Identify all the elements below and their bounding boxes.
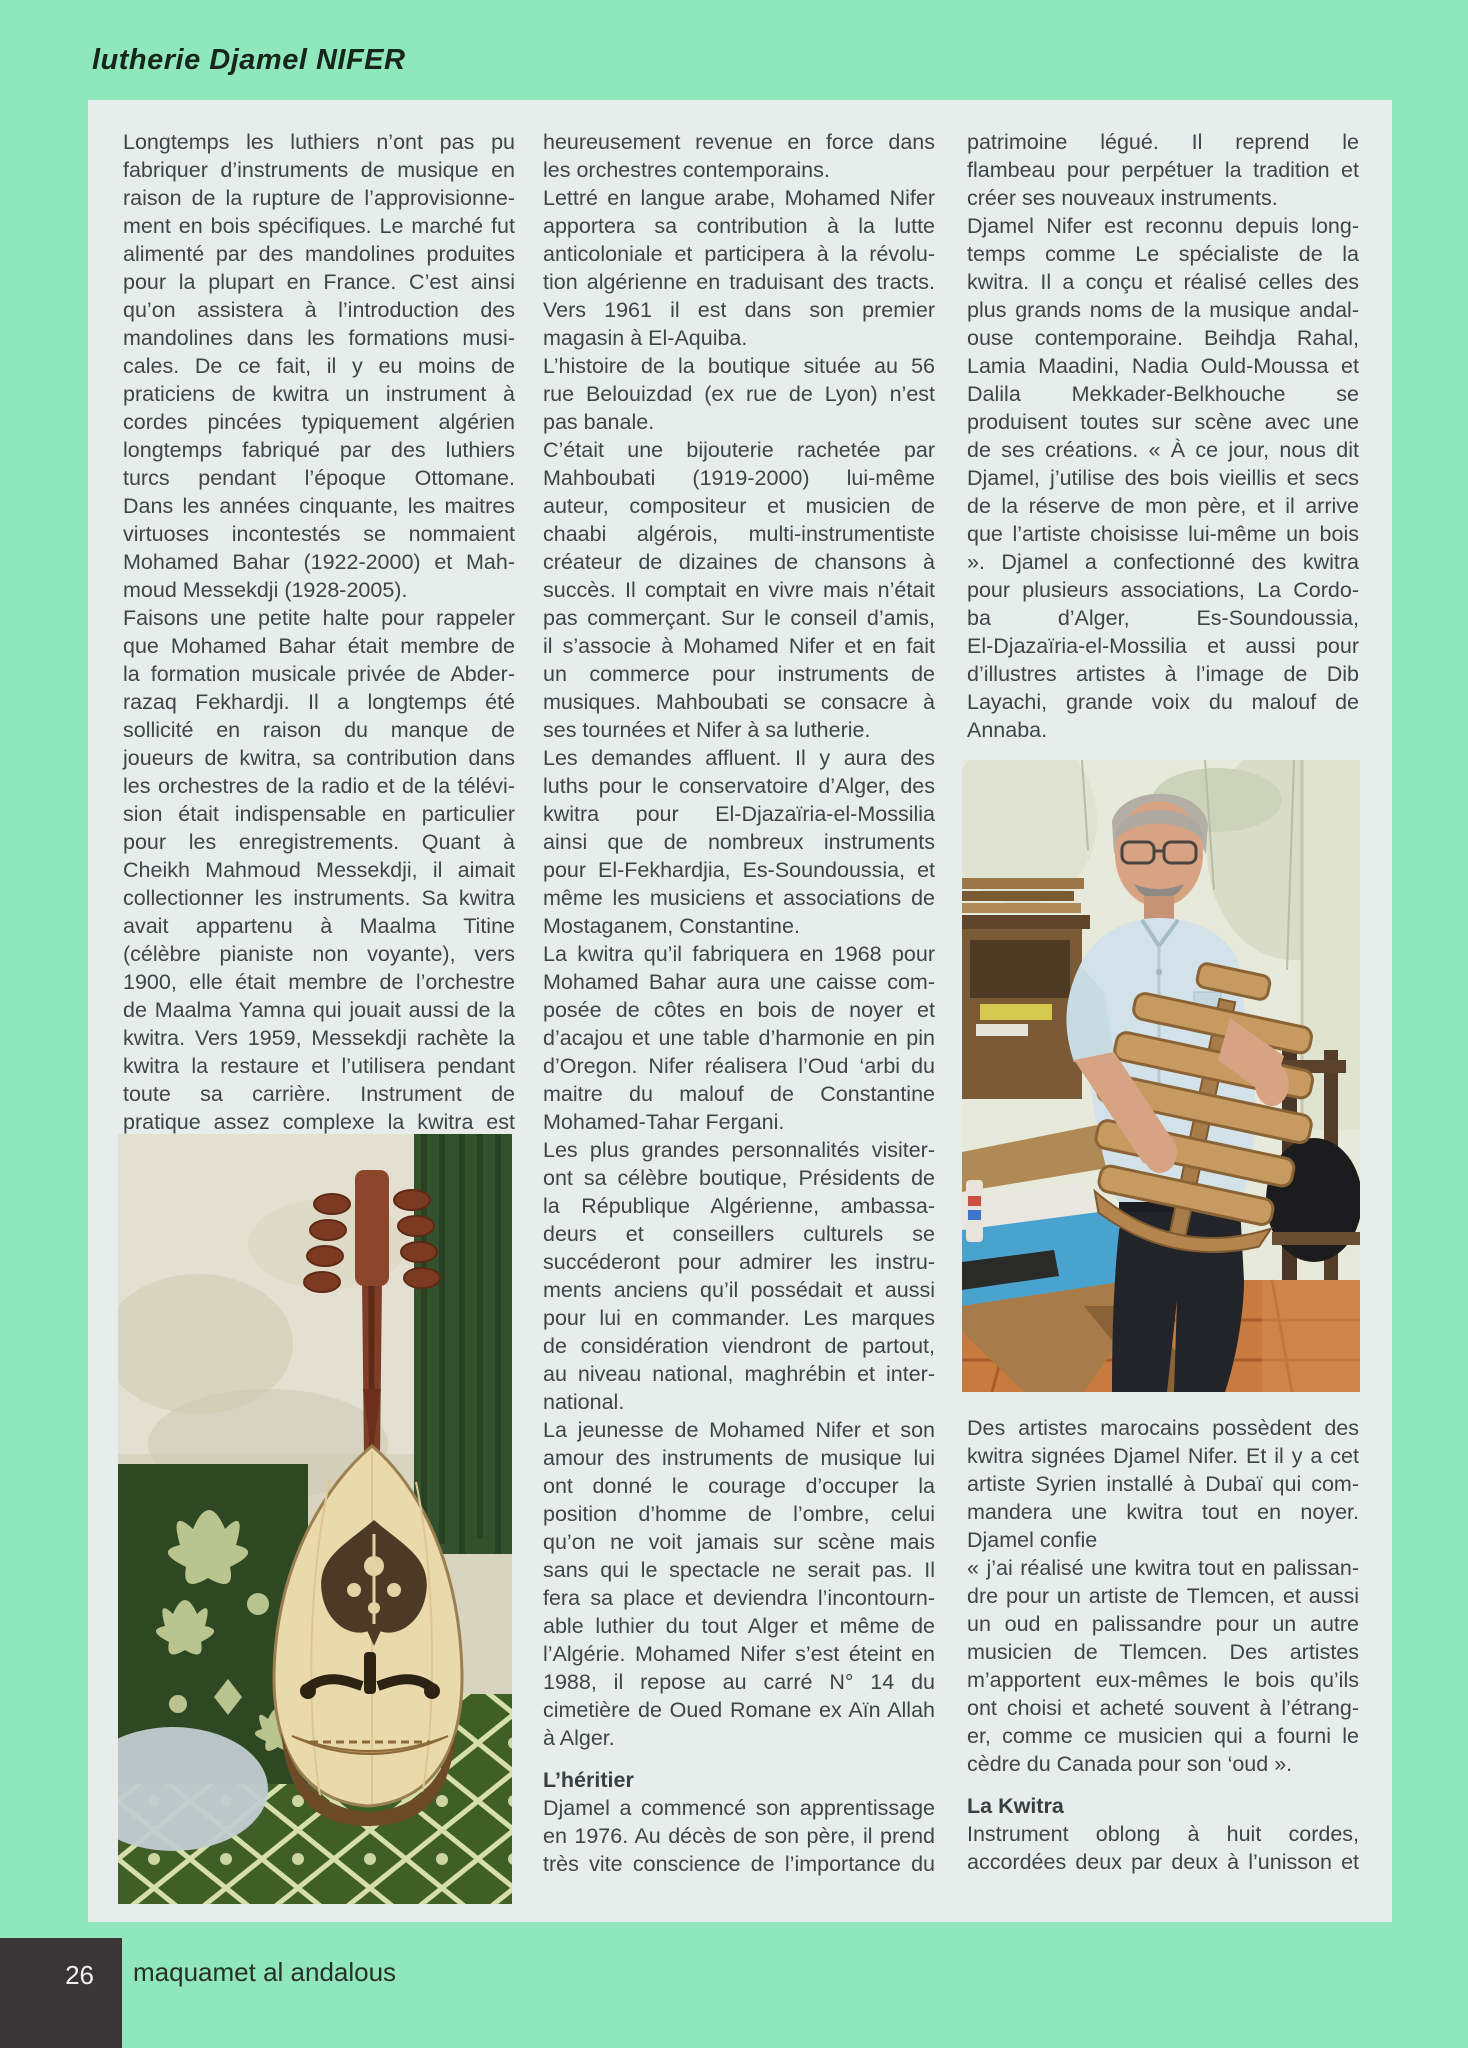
text-line: longtemps fabriqué par des luthiers bbox=[123, 438, 515, 462]
text-line: Cheikh Mahmoud Messekdji, il aimait bbox=[123, 858, 515, 882]
page-number-box bbox=[0, 1938, 122, 2048]
text-line: Lamia Maadini, Nadia Ould-Moussa et bbox=[967, 354, 1359, 378]
text-line: kwitra la restaure et l’utilisera pendant bbox=[123, 1054, 515, 1078]
text-line: de Maalma Yamna qui jouait aussi de la bbox=[123, 998, 515, 1022]
text-line: toute sa carrière. Instrument de bbox=[123, 1082, 515, 1106]
text-line: er, comme ce musicien qui a fourni le bbox=[967, 1724, 1359, 1748]
text-line: Layachi, grande voix du malouf de bbox=[967, 690, 1359, 714]
text-line: Djamel Nifer est reconnu depuis long- bbox=[967, 214, 1359, 238]
text-line: artiste Syrien installé à Dubaï qui com- bbox=[967, 1472, 1359, 1496]
text-line: tion algérienne en traduisant des tracts. bbox=[543, 270, 935, 294]
journal-name: maquamet al andalous bbox=[133, 1957, 397, 1987]
text-line: L’histoire de la boutique située au 56 bbox=[543, 354, 935, 378]
text-column-1 bbox=[123, 128, 515, 1136]
text-line: sans qui le spectacle ne serait pas. Il bbox=[543, 1558, 935, 1582]
text-line: cèdre du Canada pour son ‘oud ». bbox=[967, 1752, 1293, 1776]
text-line: raison de la rupture de l’approvisionne- bbox=[123, 186, 515, 210]
text-line: position d’homme de l’ombre, celui bbox=[543, 1502, 935, 1526]
text-line: Mohamed-Tahar Fergani. bbox=[543, 1110, 785, 1134]
text-line: créateur de dizaines de chansons à bbox=[543, 550, 935, 574]
text-line: Les demandes affluent. Il y aura des bbox=[543, 746, 935, 770]
text-line: deurs et conseillers culturels se bbox=[543, 1222, 935, 1246]
text-line: moud Messekdji (1928-2005). bbox=[123, 578, 408, 602]
text-line: qu’on ne voit jamais sur scène mais bbox=[543, 1530, 935, 1554]
text-line: auteur, compositeur et musicien de bbox=[543, 494, 935, 518]
text-line: pour la plupart en France. C’est ainsi bbox=[123, 270, 515, 294]
text-line: Dalila Mekkader-Belkhouche se bbox=[967, 382, 1359, 406]
text-line: flambeau pour perpétuer la tradition et bbox=[967, 158, 1359, 182]
text-line: pour plusieurs associations, La Cordo- bbox=[967, 578, 1359, 602]
text-line: Mostaganem, Constantine. bbox=[543, 914, 800, 938]
text-line: pas commerçant. Sur le conseil d’amis, bbox=[543, 606, 935, 630]
text-line: able luthier du tout Alger et même de bbox=[543, 1614, 935, 1638]
text-line: ». Djamel a confectionné des kwitra bbox=[967, 550, 1359, 574]
text-line: kwitra. Il a conçu et réalisé celles des bbox=[967, 270, 1359, 294]
text-line: la formation musicale privée de Abder- bbox=[123, 662, 515, 686]
text-line: de considération viendront de partout, bbox=[543, 1334, 935, 1358]
text-line: pour lui en commander. Les marques bbox=[543, 1306, 935, 1330]
text-line: ont choisi et acheté souvent à l’étrang- bbox=[967, 1696, 1359, 1720]
text-line: temps comme Le spécialiste de la bbox=[967, 242, 1359, 266]
text-line: 1900, elle était membre de l’orchestre bbox=[123, 970, 515, 994]
text-line: les orchestres contemporains. bbox=[543, 158, 830, 182]
text-line: Djamel, j’utilise des bois vieillis et secs bbox=[967, 466, 1359, 490]
luthier-photo bbox=[962, 760, 1360, 1392]
text-line: de la réserve de mon père, et il arrive bbox=[967, 494, 1359, 518]
text-line: ainsi que de nombreux instruments bbox=[543, 830, 935, 854]
text-line: cimetière de Oued Romane ex Aïn Allah bbox=[543, 1698, 935, 1722]
text-line: Mahboubati (1919-2000) lui-même bbox=[543, 466, 935, 490]
text-line: Les plus grandes personnalités visiter- bbox=[543, 1138, 935, 1162]
text-line: les orchestres de la radio et de la télévi- bbox=[123, 774, 515, 798]
text-line: un commerce pour instruments de bbox=[543, 662, 935, 686]
paragraph-spacer bbox=[967, 1778, 1359, 1792]
text-line: ont sa célèbre boutique, Présidents de bbox=[543, 1166, 935, 1190]
text-line: patrimoine légué. Il reprend le bbox=[967, 130, 1359, 154]
text-line: La jeunesse de Mohamed Nifer et son bbox=[543, 1418, 935, 1442]
text-line: ments anciens qu’il possédait et aussi bbox=[543, 1278, 935, 1302]
text-line: pour les enregistrements. Quant à bbox=[123, 830, 515, 854]
text-line: rue Belouizdad (ex rue de Lyon) n’est bbox=[543, 382, 935, 406]
text-line: (célèbre pianiste non voyante), vers bbox=[123, 942, 515, 966]
text-line: fera sa place et deviendra l’incontourn- bbox=[543, 1586, 935, 1610]
text-line: la République Algérienne, ambassa- bbox=[543, 1194, 935, 1218]
text-line: plus grands noms de la musique andal- bbox=[967, 298, 1359, 322]
text-line: avait appartenu à Maalma Titine bbox=[123, 914, 515, 938]
text-line: dre pour un artiste de Tlemcen, et aussi bbox=[967, 1584, 1359, 1608]
text-line: Des artistes marocains possèdent des bbox=[967, 1416, 1359, 1440]
text-line: succès. Il comptait en vivre mais n’était bbox=[543, 578, 935, 602]
kwitra-photo-art bbox=[118, 1134, 512, 1904]
text-line: apportera sa contribution à la lutte bbox=[543, 214, 935, 238]
text-line: d’illustres artistes à l’image de Dib bbox=[967, 662, 1359, 686]
text-line: « j’ai réalisé une kwitra tout en palissan- bbox=[967, 1556, 1359, 1580]
text-line: joueurs de kwitra, sa contribution dans bbox=[123, 746, 515, 770]
text-line: Faisons une petite halte pour rappeler bbox=[123, 606, 515, 630]
text-line: kwitra signées Djamel Nifer. Et il y a cet bbox=[967, 1444, 1359, 1468]
text-line: El-Djazaïria-el-Mossilia et aussi pour bbox=[967, 634, 1359, 658]
text-line: créer ses nouveaux instruments. bbox=[967, 186, 1278, 210]
text-line: Djamel confie bbox=[967, 1528, 1098, 1552]
text-line: praticiens de kwitra un instrument à bbox=[123, 382, 515, 406]
text-line: que Mohamed Bahar était membre de bbox=[123, 634, 515, 658]
text-line: maitre du malouf de Constantine bbox=[543, 1082, 935, 1106]
text-line: mandera une kwitra tout en noyer. bbox=[967, 1500, 1359, 1524]
text-line: pas banale. bbox=[543, 410, 655, 434]
text-line: pour El-Fekhardjia, Es-Soundoussia, et bbox=[543, 858, 935, 882]
text-column-2 bbox=[543, 128, 935, 1878]
text-line: Longtemps les luthiers n’ont pas pu bbox=[123, 130, 515, 154]
text-line: collectionner les instruments. Sa kwitra bbox=[123, 886, 515, 910]
text-line: sollicité en raison du manque de bbox=[123, 718, 515, 742]
text-line: succéderont pour admirer les instru- bbox=[543, 1250, 935, 1274]
text-line: magasin à El-Aquiba. bbox=[543, 326, 748, 350]
text-line: mandolines dans les formations musi- bbox=[123, 326, 515, 350]
text-line: très vite conscience de l’importance du bbox=[543, 1852, 935, 1876]
text-line: en 1976. Au décès de son père, il prend bbox=[543, 1824, 935, 1848]
text-line: anticoloniale et participera à la révolu- bbox=[543, 242, 935, 266]
text-line: que l’artiste choisisse lui-même un bois bbox=[967, 522, 1359, 546]
text-line: Lettré en langue arabe, Mohamed Nifer bbox=[543, 186, 935, 210]
text-line: accordées deux par deux à l’unisson et bbox=[967, 1850, 1359, 1874]
text-line: alimenté par des mandolines produites bbox=[123, 242, 515, 266]
text-line: de ses créations. « À ce jour, nous dit bbox=[967, 438, 1359, 462]
text-column-3-bottom bbox=[967, 1414, 1359, 1876]
text-line: Dans les années cinquante, les maitres bbox=[123, 494, 515, 518]
text-line: La kwitra qu’il fabriquera en 1968 pour bbox=[543, 942, 935, 966]
text-line: kwitra pour El-Djazaïria-el-Mossilia bbox=[543, 802, 935, 826]
text-line: au niveau national, maghrébin et inter- bbox=[543, 1362, 935, 1386]
text-line: d’Oregon. Nifer réalisera l’Oud ‘arbi du bbox=[543, 1054, 935, 1078]
text-line: un oud en palissandre pour un autre bbox=[967, 1612, 1359, 1636]
page-number: 26 bbox=[65, 1960, 94, 1990]
text-line: razaq Fekhardji. Il a longtemps été bbox=[123, 690, 515, 714]
text-line: même les musiciens et associations de bbox=[543, 886, 935, 910]
paragraph-spacer bbox=[543, 1752, 935, 1766]
text-line: ont donné le courage d’occuper la bbox=[543, 1474, 935, 1498]
text-line: posée de côtes en bois de noyer et bbox=[543, 998, 935, 1022]
page-title: lutherie Djamel NIFER bbox=[92, 44, 406, 76]
text-line: Mohamed Bahar (1922-2000) et Mah- bbox=[123, 550, 515, 574]
section-heading: L’héritier bbox=[543, 1768, 634, 1792]
text-line: ses tournées et Nifer à sa lutherie. bbox=[543, 718, 871, 742]
text-line: m’apportent eux-mêmes le bois qu’ils bbox=[967, 1668, 1359, 1692]
section-heading: La Kwitra bbox=[967, 1794, 1064, 1818]
text-line: cordes pincées typiquement algérien bbox=[123, 410, 515, 434]
text-line: qu’on assistera à l’introduction des bbox=[123, 298, 515, 322]
text-line: C’était une bijouterie rachetée par bbox=[543, 438, 935, 462]
luthier-photo-art bbox=[962, 760, 1360, 1392]
text-line: musicien de Tlemcen. Des artistes bbox=[967, 1640, 1359, 1664]
text-line: amour des instruments de musique lui bbox=[543, 1446, 935, 1470]
text-line: ment en bois spécifiques. Le marché fut bbox=[123, 214, 515, 238]
text-column-3-top bbox=[967, 128, 1359, 744]
text-line: heureusement revenue en force dans bbox=[543, 130, 935, 154]
text-line: Instrument oblong à huit cordes, bbox=[967, 1822, 1359, 1846]
text-line: chaabi algérois, multi-instrumentiste bbox=[543, 522, 935, 546]
text-line: musiques. Mahboubati se consacre à bbox=[543, 690, 935, 714]
kwitra-photo bbox=[118, 1134, 512, 1904]
text-line: ba d’Alger, Es-Soundoussia, bbox=[967, 606, 1359, 630]
text-line: d’acajou et une table d’harmonie en pin bbox=[543, 1026, 935, 1050]
text-line: Vers 1961 il est dans son premier bbox=[543, 298, 935, 322]
text-line: l’Algérie. Mohamed Nifer s’est éteint en bbox=[543, 1642, 935, 1666]
text-line: national. bbox=[543, 1390, 625, 1414]
text-line: cales. De ce fait, il y eu moins de bbox=[123, 354, 515, 378]
text-line: pratique assez complexe la kwitra est bbox=[123, 1110, 515, 1134]
text-line: sion était indispensable en particulier bbox=[123, 802, 515, 826]
text-line: à Alger. bbox=[543, 1726, 615, 1750]
text-line: produisent toutes sur scène avec une bbox=[967, 410, 1359, 434]
text-line: kwitra. Vers 1959, Messekdji rachète la bbox=[123, 1026, 515, 1050]
text-line: turcs pendant l’époque Ottomane. bbox=[123, 466, 515, 490]
text-line: ouse contemporaine. Beihdja Rahal, bbox=[967, 326, 1359, 350]
text-line: virtuoses incontestés se nommaient bbox=[123, 522, 515, 546]
text-line: luths pour le conservatoire d’Alger, des bbox=[543, 774, 935, 798]
text-line: Mohamed Bahar aura une caisse com- bbox=[543, 970, 935, 994]
text-line: il s’associe à Mohamed Nifer et en fait bbox=[543, 634, 935, 658]
text-line: Annaba. bbox=[967, 718, 1048, 742]
text-line: Djamel a commencé son apprentissage bbox=[543, 1796, 935, 1820]
text-line: fabriquer d’instruments de musique en bbox=[123, 158, 515, 182]
text-line: 1988, il repose au carré N° 14 du bbox=[543, 1670, 935, 1694]
